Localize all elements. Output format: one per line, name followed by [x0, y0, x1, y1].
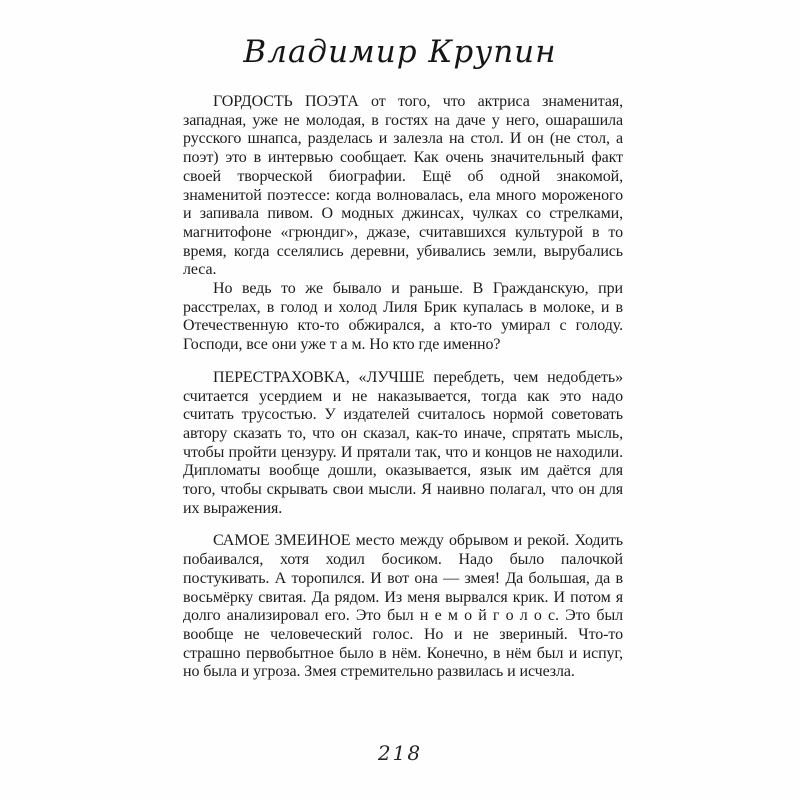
paragraph-gordost-poeta: ГОРДОСТЬ ПОЭТА от того, что актриса знаменитая, западная, уже не молодая, в гостях на даче у него, ошарашила русского шнапса, разделась и залезла на стол. И он (не стол, а поэт) это в интервью сообщает. Как очень значительный факт своей творческой биографии. Ещё об одной знакомой, знаменитой поэтессе: когда волновалась, ела много мороженого и запивала пивом. О модных джинсах, чулках со стрелками, магнитофоне «грюндиг», джазе, считавшихся культурой в то время, когда сселялись деревни, убивались земли, вырубались леса. — [183, 93, 623, 279]
paragraph-samoe-zmeinoe: САМОЕ ЗМЕИНОЕ место между обрывом и рекой. Ходить побаивался, хотя ходил босиком. Надо было палочкой постукивать. А торопился. И вот она — змея! Да большая, да в восьмёрку свитая. Да рядом. Из меня вырвался крик. И потом я долго анализировал его. Это был н е м о й г о л о с. Это был вообще не человеческий голос. Но и не звериный. Что-то страшно первобытное было в нём. Конечно, в нём был и испуг, но была и угроза. Змея стремительно развилась и исчезла. — [183, 532, 623, 681]
text-block — [183, 93, 623, 682]
paragraph-perestrahovka: ПЕРЕСТРАХОВКА, «ЛУЧШЕ перебдеть, чем недобдеть» считается усердием и не наказывается, тогда как это надо считать трусостью. У издателей считалось нормой советовать автору сказать то, что он сказал, как-то иначе, спрятать мысль, чтобы пройти цензуру. И прятали так, что и концов не находили. Дипломаты вообще дошли, оказывается, язык им даётся для того, чтобы скрывать свои мысли. Я наивно полагал, что он для их выражения. — [183, 368, 623, 517]
paragraph-no-ved: Но ведь то же бывало и раньше. В Гражданскую, при расстрелах, в голод и холод Лиля Брик купалась в молоке, и в Отечественную кто-то обжирался, а кто-то умирал с голоду. Господи, все они уже т а м. Но кто где именно? — [183, 280, 623, 354]
author-header: Владимир Крупин — [243, 34, 557, 70]
page-number: 218 — [377, 741, 423, 765]
